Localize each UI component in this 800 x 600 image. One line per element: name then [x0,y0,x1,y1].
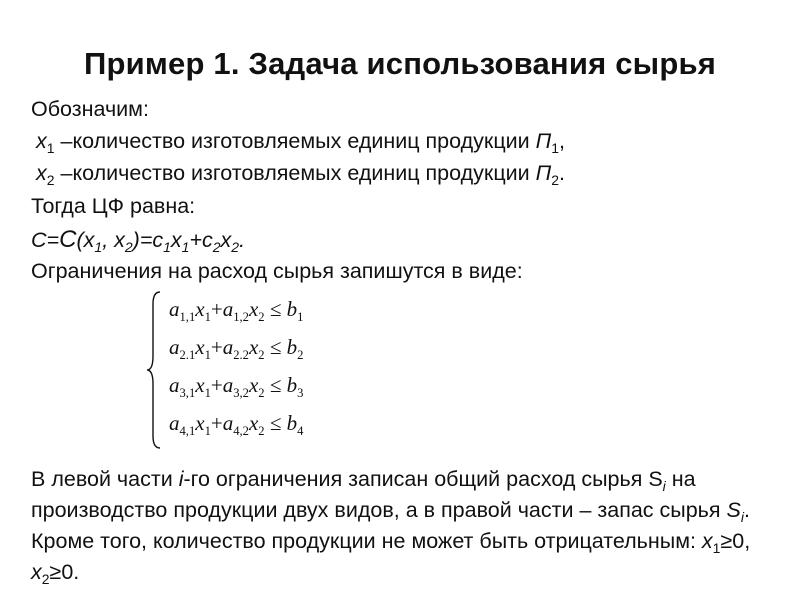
var-x2: x [36,161,47,185]
obj-c2: c [202,228,213,252]
constraint-row: $a_{3,1}x_1+a_{3,2}x_2 \le b_3$ [169,373,304,401]
para-nonneg-1: ≥0, [720,529,751,553]
para-x2-sub: 2 [41,570,50,587]
obj-x1-sub: 1 [94,238,103,255]
para-x1-sub: 1 [712,539,721,556]
para-text-4: . Кроме того, количество продукции не может быть отрицательным: [31,498,750,553]
def2-text: –количество изготовляемых единиц продукции [54,161,536,185]
obj-open: ( [76,228,84,252]
obj-x2: x [114,228,125,252]
definition-x2 [36,161,565,188]
obj-close-eq: )= [132,228,153,252]
def1-end: , [559,129,565,153]
para-text-2: -го ограничения записан общий расход сырья [183,467,649,491]
obj-C: C [59,226,77,253]
obj-plus: + [189,228,203,252]
product-1: П [535,129,552,153]
para-nonneg-2: ≥0. [49,560,80,584]
obj-x1b: x [170,228,182,252]
product-2-sub: 2 [551,171,560,188]
obj-x2b-sub: 2 [231,238,240,255]
var-x1-sub: 1 [46,139,55,156]
constraint-system [145,290,385,450]
def1-text: –количество изготовляемых единиц продукции [54,129,536,153]
slide-title: Пример 1. Задача использования сырья [84,46,716,81]
product-2: П [535,161,552,185]
obj-c1: c [152,228,164,252]
obj-x1b-sub: 1 [181,238,190,255]
para-s2: S [726,498,741,522]
obj-eq: = [46,228,60,252]
intro-text: Обозначим: [31,97,149,121]
then-text: Тогда ЦФ равна: [31,194,196,218]
obj-comma: , [102,228,115,252]
left-brace [145,290,163,450]
constraint-row: $a_{4,1}x_1+a_{4,2}x_2 \le b_4$ [169,411,304,439]
var-x1: x [36,129,47,153]
product-1-sub: 1 [551,139,560,156]
var-x2-sub: 2 [46,171,55,188]
obj-c: C [31,228,47,252]
constraints-intro: Ограничения на расход сырья запишутся в виде: [31,259,523,283]
constraint-row: $a_{1,1}x_1+a_{1,2}x_2 \le b_1$ [169,297,304,325]
para-s: S [648,467,663,491]
para-text-1: В левой части [31,467,179,491]
obj-x2-sub: 2 [124,238,133,255]
explanation-paragraph [31,464,771,588]
para-x2: x [31,560,42,584]
para-s2-sub: i [740,508,744,525]
obj-end: . [239,228,246,252]
obj-c2-sub: 2 [212,238,221,255]
para-s-sub: i [662,477,666,494]
definition-x1 [36,129,565,156]
obj-x2b: x [220,228,232,252]
para-text-3: на производство продукции двух видов, а в правой части – запас сырья [31,467,727,522]
objective-function [31,226,246,255]
obj-x1: x [83,228,95,252]
constraint-row: $a_{2.1}x_1+a_{2.2}x_2 \le b_2$ [169,335,304,363]
def2-end: . [559,161,565,185]
para-x1: x [701,529,713,553]
obj-c1-sub: 1 [163,238,171,255]
para-i: i [178,467,184,491]
